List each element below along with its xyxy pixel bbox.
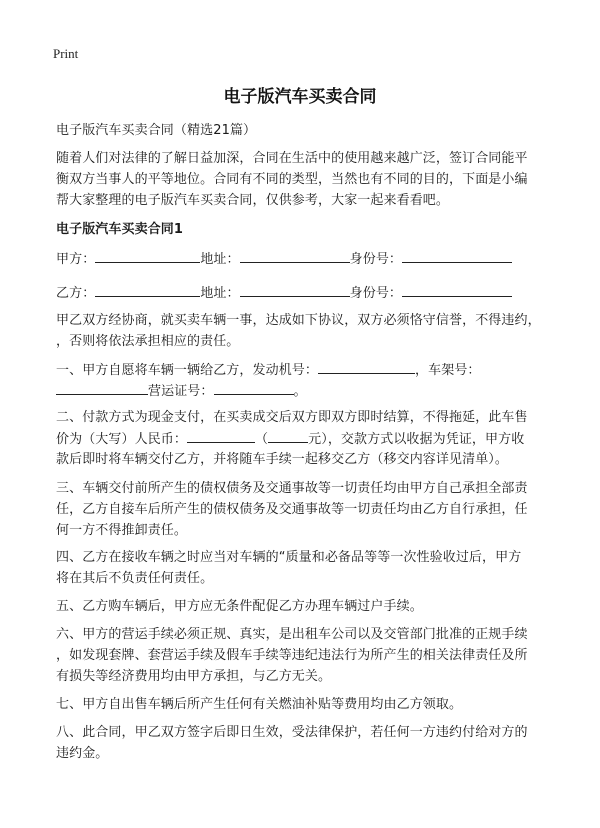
party-a-id-label: 身份号： (349, 252, 403, 267)
party-b-address-blank (240, 282, 350, 297)
print-link[interactable]: Print (53, 46, 79, 61)
intro-line-2: 衡双方当事人的平等地位。合同有不同的类型，当然也有不同的目的，下面是小编 (56, 172, 528, 187)
clause-2-line-2 (56, 428, 548, 450)
clause-4-line-2: 将在其后不负责任何责任。 (56, 571, 214, 586)
party-b-address-label: 地址： (200, 286, 240, 301)
preamble-line-1: 甲乙双方经协商，就买卖车辆一事，达成如下协议，双方必须恪守信誉，不得违约， (56, 313, 541, 328)
clause-6-line-2: ，如发现套牌、套营运手续及假车手续等违纪违法行为所产生的相关法律责任及所 (56, 648, 528, 663)
clause-6-line-1: 六、甲方的营运手续必须正规、真实，是出租车公司以及交管部门批准的正规手续 (56, 627, 528, 642)
clause-2-text-c: 元），交款方式以收据为凭证，甲方收 (308, 432, 525, 447)
clause-1-text-a: 一、甲方自愿将车辆一辆给乙方，发动机号： (56, 363, 319, 378)
intro-line-3: 帮大家整理的电子版汽车买卖合同，仅供参考，大家一起来看看吧。 (56, 193, 450, 208)
clause-5: 五、乙方购车辆后，甲方应无条件配促乙方办理车辆过户手续。 (56, 599, 423, 614)
party-a-name-blank (95, 248, 200, 263)
clause-1-text-c: 营运证号： (148, 384, 214, 399)
clause-8-line-2: 违约金。 (56, 746, 109, 761)
party-b-id-blank (402, 282, 512, 297)
price-digits-blank (268, 428, 308, 443)
preamble-line-2: ，否则将依法承担相应的责任。 (56, 334, 240, 349)
party-b-row (56, 282, 548, 304)
party-b-id-label: 身份号： (349, 286, 403, 301)
document-subtitle: 电子版汽车买卖合同（精选21篇） (56, 123, 257, 138)
party-b-label: 乙方： (56, 286, 96, 301)
clause-3-line-3: 何一方不得推卸责任。 (56, 523, 188, 538)
engine-number-blank (318, 359, 415, 374)
clause-4-line-1: 四、乙方在接收车辆之时应当对车辆的“质量和必备品等等一次性验收过后，甲方 (56, 550, 522, 565)
operating-permit-blank (214, 380, 294, 395)
clause-2-text-b: （ (255, 432, 269, 447)
clause-1-text-b: ，车架号： (415, 363, 481, 378)
clause-3-line-2: 任，乙方自接车后所产生的债权债务及交通事故等一切责任均由乙方自行承担，任 (56, 502, 528, 517)
party-b-name-blank (95, 282, 200, 297)
clause-3-line-1: 三、车辆交付前所产生的债权债务及交通事故等一切责任均由甲方自己承担全部责 (56, 481, 528, 496)
document-title: 电子版汽车买卖合同 (223, 87, 377, 107)
clause-1-text-d: 。 (293, 384, 307, 399)
party-a-address-label: 地址： (200, 252, 240, 267)
clause-1-line-1 (56, 359, 548, 381)
clause-2-line-1: 二、付款方式为现金支付，在买卖成交后双方即双方即时结算，不得拖延，此车售 (56, 410, 528, 425)
price-words-blank (187, 428, 255, 443)
clause-6-line-3: 有损失等经济费用均由甲方承担，与乙方无关。 (56, 669, 332, 684)
section-title: 电子版汽车买卖合同1 (56, 222, 184, 237)
clause-2-text-a: 价为（大写）人民币： (56, 432, 188, 447)
clause-2-line-3: 款后即时将车辆交付乙方，并将随车手续一起移交乙方（移交内容详见清单）。 (56, 452, 509, 467)
intro-line-1: 随着人们对法律的了解日益加深，合同在生活中的使用越来越广泛，签订合同能平 (56, 151, 528, 166)
clause-8-line-1: 八、此合同，甲乙双方签字后即日生效，受法律保护，若任何一方违约付给对方的 (56, 725, 528, 740)
frame-number-blank (56, 380, 148, 395)
party-a-address-blank (240, 248, 350, 263)
party-a-row (56, 248, 548, 270)
party-a-label: 甲方： (56, 252, 96, 267)
party-a-id-blank (402, 248, 512, 263)
clause-1-line-2 (56, 380, 548, 402)
clause-7: 七、甲方自出售车辆后所产生任何有关燃油补贴等费用均由乙方领取。 (56, 697, 463, 712)
